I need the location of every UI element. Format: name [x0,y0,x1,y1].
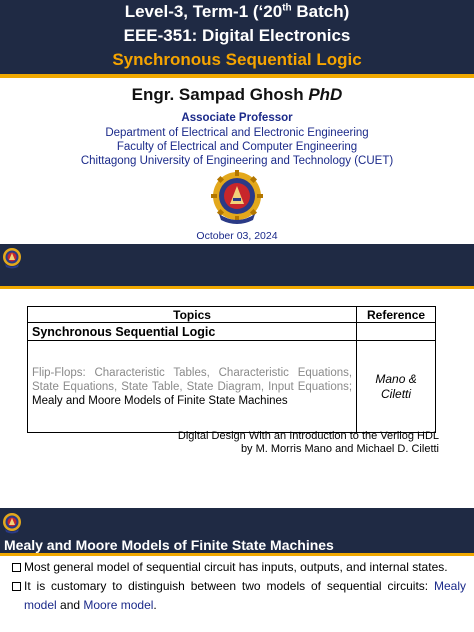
content-slide [0,508,474,632]
affiliation-department: Department of Electrical and Electronic Engineering [105,127,369,139]
topic-title: Synchronous Sequential Logic [112,50,362,69]
table-header-row [28,307,436,323]
title-header [0,0,474,74]
book-authors: by M. Morris Mano and Michael D. Ciletti [240,443,439,455]
level-term-line: Level-3, Term-1 (‘20th Batch) [124,2,350,21]
title-slide [0,0,474,246]
presentation-date: October 03, 2024 [196,230,278,242]
list-item: It is customary to distinguish between two models of sequential circuits: Mealy model and Moore model. [12,577,466,615]
bullet-list [12,558,466,615]
column-header-topics: Topics [28,307,357,323]
topics-slide [0,244,474,510]
topics-header [0,244,474,286]
topics-table [27,306,436,433]
reference-cell: Mano & Ciletti [357,341,436,433]
subtopics-covered: Flip-Flops: Characteristic Tables, Characteristic Equations, State Equations, State Table, State Diagram, Input Equations; [32,366,353,393]
column-header-reference: Reference [357,307,436,323]
slide-title: Mealy and Moore Models of Finite State Machines [4,537,334,553]
empty-reference-cell [357,323,436,341]
gold-divider [0,74,474,78]
checkbox-bullet-icon [12,563,21,572]
list-item: Most general model of sequential circuit has inputs, outputs, and internal states. [12,558,466,577]
gold-divider [0,553,474,556]
gold-divider [0,286,474,289]
subtopic-current: Mealy and Moore Models of Finite State Machines [32,394,288,407]
author-name: Engr. Sampad Ghosh PhD [131,85,343,104]
book-title: Digital Design With an Introduction to the Verilog HDL [177,430,439,442]
subtopics-cell [28,341,357,433]
cuet-emblem-icon [2,512,22,534]
course-title: EEE-351: Digital Electronics [123,26,351,45]
cuet-emblem-icon [211,170,263,226]
content-header [0,508,474,553]
table-row [28,323,436,341]
affiliation-university: Chittagong University of Engineering and Technology (CUET) [80,155,394,167]
mealy-model-term: Mealy model [24,579,466,612]
table-row [28,341,436,433]
book-reference [178,430,439,456]
checkbox-bullet-icon [12,582,21,591]
author-rank: Associate Professor [181,112,293,124]
cuet-emblem-icon [2,247,22,269]
moore-model-term: Moore model [83,598,154,612]
affiliation-faculty: Faculty of Electrical and Computer Engineering [116,141,358,153]
main-topic-cell: Synchronous Sequential Logic [28,323,357,341]
